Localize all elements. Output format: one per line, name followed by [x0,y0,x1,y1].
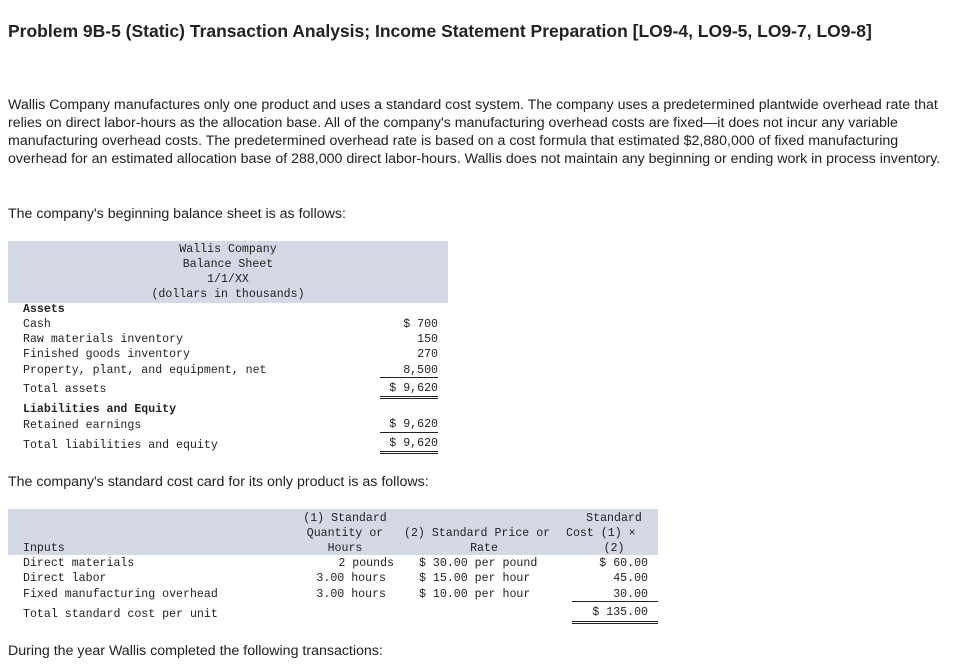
statement-units: (dollars in thousands) [151,288,305,301]
cost-row-cost: 45.00 [613,572,648,585]
cost-row-label: Fixed manufacturing overhead [23,588,218,601]
total-cost-label: Total standard cost per unit [23,608,218,621]
cost-card-intro: The company's standard cost card for its only product is as follows: [8,474,429,490]
statement-date: 1/1/XX [207,273,249,286]
transactions-intro: During the year Wallis completed the following transactions: [8,643,383,659]
col-cost-header: Cost (1) × [566,527,636,540]
total-assets-label: Total assets [23,383,107,396]
assets-label: Assets [23,303,65,316]
retained-earnings-label: Retained earnings [23,419,142,432]
col-cost-header: Standard [586,512,642,525]
total-double-rule [572,621,658,622]
total-double-rule [380,398,438,399]
company-name: Wallis Company [179,243,277,256]
col-qty-header: Hours [327,542,363,555]
cost-row-qty: 3.00 hours [316,572,386,585]
col-price-header: (2) Standard Price or [404,527,551,540]
bs-row-value: 270 [417,348,438,361]
total-double-rule [380,451,438,452]
col-cost-header: (2) [603,542,625,555]
total-double-rule [380,453,438,454]
total-double-rule [572,623,658,624]
col-qty-header: (1) Standard [303,512,387,525]
cost-row-price: $ 15.00 per hour [419,572,531,585]
bs-row-value: 150 [417,333,438,346]
subtotal-rule [380,377,438,378]
subtotal-rule [380,432,438,433]
cost-row-qty: 2 pounds [338,557,394,570]
bs-row-value: $ 700 [403,318,438,331]
col-price-header: Rate [470,542,498,555]
liabilities-equity-label: Liabilities and Equity [23,403,177,416]
bs-row-label: Finished goods inventory [23,348,190,361]
bs-row-label: Property, plant, and equipment, net [23,364,267,377]
total-cost-value: $ 135.00 [592,606,648,619]
cost-row-price: $ 10.00 per hour [419,588,531,601]
inputs-label: Inputs [23,542,65,555]
total-assets-value: $ 9,620 [389,382,438,395]
cost-row-cost: $ 60.00 [599,557,648,570]
cost-row-price: $ 30.00 per pound [419,557,538,570]
total-liab-value: $ 9,620 [389,437,438,450]
subtotal-rule [572,601,658,602]
problem-title: Problem 9B-5 (Static) Transaction Analysis; Income Statement Preparation [LO9-4, LO9-5, LO9-7, LO9-8] [8,21,872,41]
total-liab-label: Total liabilities and equity [23,439,218,452]
col-qty-header: Quantity or [306,527,384,540]
total-double-rule [380,396,438,397]
statement-name: Balance Sheet [182,258,274,271]
cost-row-label: Direct materials [23,557,135,570]
bs-row-label: Cash [23,318,51,331]
cost-row-label: Direct labor [23,572,107,585]
retained-earnings-value: $ 9,620 [389,418,438,431]
balance-sheet-header [8,241,448,303]
intro-paragraph: Wallis Company manufactures only one product and uses a standard cost system. The company uses a predetermined plantwide overhead rate that relies on direct labor-hours as the allocation base. All of the company's manufacturing overhead costs are fixed—it does not incur any variable manufacturing overhead costs. The predetermined overhead rate is based on a cost formula that estimated $2,880,000 of fixed manufacturing overhead for an estimated allocation base of 288,000 direct labor-hours. Wallis does not maintain any beginning or ending work in process inventory. [8,97,941,167]
bs-row-label: Raw materials inventory [23,333,184,346]
bs-row-value: 8,500 [403,364,438,377]
cost-row-cost: 30.00 [613,588,648,601]
cost-row-qty: 3.00 hours [316,588,386,601]
balance-sheet-intro: The company's beginning balance sheet is as follows: [8,206,346,222]
